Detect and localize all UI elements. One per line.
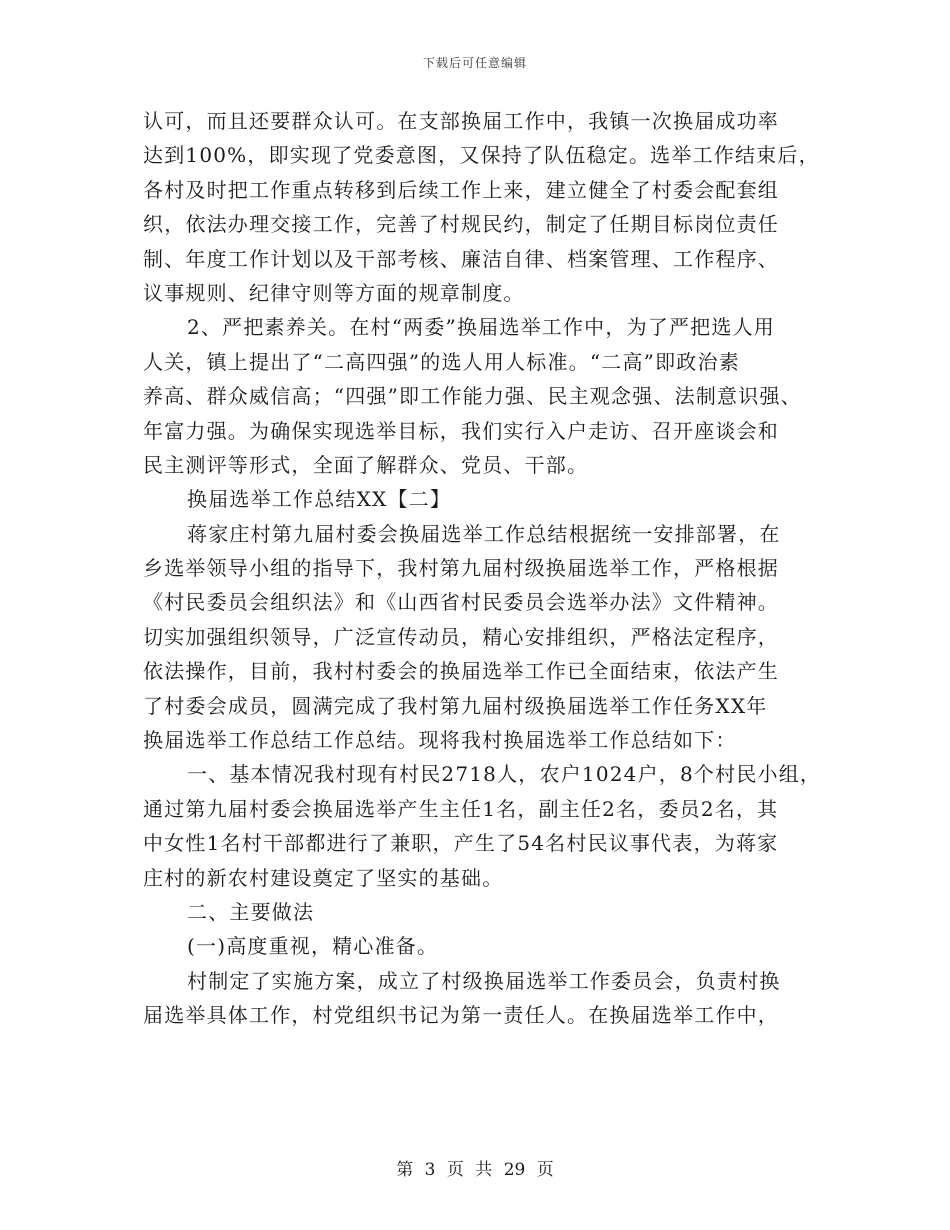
- text-line: 2、严把素养关。在村“两委”换届选举工作中，为了严把选人用: [187, 315, 775, 340]
- text-line: 议事规则、纪律守则等方面的规章制度。: [143, 280, 525, 305]
- text-line: 依法操作，目前，我村村委会的换届选举工作已全面结束，依法产生: [143, 659, 779, 684]
- text-line: 民主测评等形式，全面了解群众、党员、干部。: [143, 452, 589, 477]
- document-body: [143, 104, 823, 1033]
- text-line: 换届选举工作总结XX【二】: [187, 487, 452, 512]
- text-line: 村制定了实施方案，成立了村级换届选举工作委员会，负责村换: [187, 968, 781, 993]
- text-line: 《村民委员会组织法》和《山西省村民委员会选举办法》文件精神。: [143, 590, 779, 615]
- text-line: 中女性1名村干部都进行了兼职，产生了54名村民议事代表，为蒋家: [143, 831, 779, 856]
- text-line: 切实加强组织领导，广泛宣传动员，精心安排组织，严格法定程序，: [143, 624, 779, 649]
- text-line: 织，依法办理交接工作，完善了村规民约，制定了任期目标岗位责任: [143, 212, 779, 237]
- text-line: 换届选举工作总结工作总结。现将我村换届选举工作总结如下：: [143, 728, 737, 753]
- text-line: 人关，镇上提出了“二高四强”的选人用人标准。“二高”即政治素: [143, 349, 740, 374]
- text-line: 二、主要做法: [187, 899, 315, 924]
- page-header: 下载后可任意编辑: [422, 56, 527, 70]
- text-line: 了村委会成员，圆满完成了我村第九届村级换届选举工作任务XX年: [143, 693, 768, 718]
- text-line: 各村及时把工作重点转移到后续工作上来，建立健全了村委会配套组: [143, 177, 779, 202]
- text-line: (一)高度重视，精心准备。: [187, 934, 439, 959]
- text-line: 通过第九届村委会换届选举产生主任1名，副主任2名，委员2名，其: [143, 796, 779, 821]
- text-line: 乡选举领导小组的指导下，我村第九届村级换届选举工作，严格根据: [143, 556, 779, 581]
- text-line: 制、年度工作计划以及干部考核、廉洁自律、档案管理、工作程序、: [143, 246, 779, 271]
- text-line: 一、基本情况我村现有村民2718人，农户1024户，8个村民小组，: [187, 762, 822, 787]
- text-line: 蒋家庄村第九届村委会换届选举工作总结根据统一安排部署，在: [187, 521, 781, 546]
- text-line: 年富力强。为确保实现选举目标，我们实行入户走访、召开座谈会和: [143, 418, 779, 443]
- text-line: 庄村的新农村建设奠定了坚实的基础。: [143, 865, 504, 890]
- text-line: 届选举具体工作，村党组织书记为第一责任人。在换届选举工作中，: [143, 1003, 779, 1028]
- text-line: 认可，而且还要群众认可。在支部换届工作中，我镇一次换届成功率: [143, 109, 779, 133]
- page-number-footer: 第 3 页 共 29 页: [396, 1160, 554, 1180]
- text-line: 养高、群众威信高；“四强”即工作能力强、民主观念强、法制意识强、: [143, 384, 802, 409]
- text-line: 达到100%，即实现了党委意图，又保持了队伍稳定。选举工作结束后，: [143, 143, 820, 168]
